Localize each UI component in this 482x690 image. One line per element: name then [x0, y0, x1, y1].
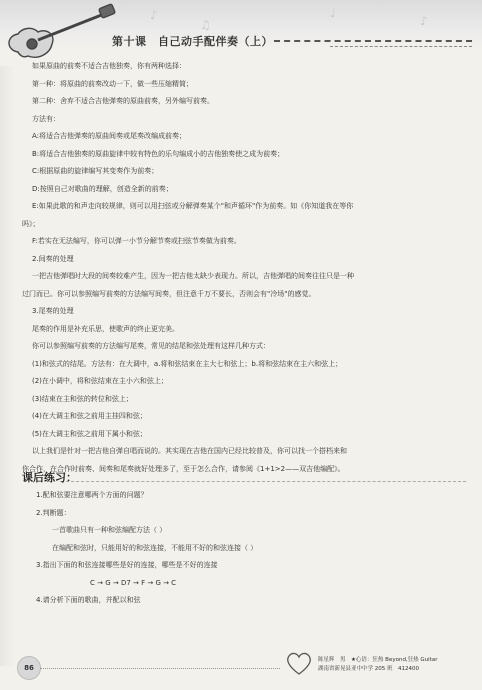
- list-item: D:按照自己对歌曲的理解，创造全新的前奏；: [32, 184, 173, 193]
- chapter-title: 第十课 自己动手配伴奏（上）: [112, 35, 273, 48]
- music-note-icon: ♪: [420, 14, 428, 28]
- section-heading: 2.间奏的处理: [32, 254, 74, 263]
- chord-progression: C → G → D7 → F → G → C: [90, 578, 177, 587]
- exercises-list: [36, 487, 456, 610]
- page-header: [0, 0, 482, 66]
- exercise-subitem: 一首歌曲只有一种和弦编配方法（ ）: [52, 526, 167, 534]
- list-item: A:将适合吉他弹奏的原曲间奏或尾奏改编成前奏；: [32, 132, 187, 140]
- list-item: (1)和弦式的结尾。方法有：在大调中，a.将和弦结束在主大七和弦上；b.将和弦结束在主六和弦上；: [32, 359, 343, 368]
- paragraph: 第一种：将原曲的前奏改动一下，做一些压缩精简；: [32, 79, 193, 88]
- list-item: E:如果此歌的和声走向较规律，则可以用扫弦或分解弹奏某个"和声循环"作为前奏。如《你知道我在等你: [32, 202, 354, 210]
- paragraph: 你合作，在合作时前奏、间奏和尾奏就好处理多了，至于怎么合作，请参阅《1+1>2——双吉他编配》。: [22, 464, 345, 473]
- section-heading: 3.尾奏的处理: [32, 307, 74, 315]
- music-note-icon: ♫: [200, 18, 211, 32]
- paragraph: 尾奏的作用是补充乐思，使歌声的终止更完美。: [32, 324, 179, 333]
- header-divider: [274, 40, 472, 42]
- list-item: 吗》；: [22, 219, 40, 228]
- paragraph: 如果原曲的前奏不适合吉他独奏，你有两种选择：: [32, 62, 186, 70]
- music-note-icon: ♩: [330, 6, 336, 20]
- paragraph: 过门而已。你可以参照编写前奏的方法编写间奏，但注意千万不要长，否则会有"冷场"的感觉。: [22, 289, 316, 298]
- main-text: [22, 58, 462, 478]
- list-item: B:将适合吉他独奏的原曲旋律中较有特色的乐句编成小的吉他独奏使之成为前奏；: [32, 149, 285, 158]
- paragraph: 以上我们是针对一把吉他自弹自唱而说的。其实现在吉他在国内已经比较普及，你可以找一个搭档来和: [32, 447, 347, 455]
- heart-logo-icon: [284, 650, 314, 676]
- list-item: (3)结束在主和弦的转位和弦上；: [32, 394, 133, 403]
- list-item: (4)在大调主和弦之前用主挂四和弦；: [32, 412, 147, 420]
- exercise-item: 3.指出下面的和弦连接哪些是好的连接，哪些是不好的连接: [36, 561, 218, 569]
- exercise-item: 4.请分析下面的歌曲，并配以和弦: [36, 596, 141, 604]
- paragraph: 方法有：: [32, 114, 60, 123]
- exercise-item: 2.判断题：: [36, 508, 71, 517]
- author-info: 陈星辉 男 ★心语：狂热 Beyond,狂热 Guitar 湖南省新晃县亚中中学 205 班 412400: [318, 657, 438, 672]
- list-item: F:若实在无法编写，你可以弹一小节分解节奏或扫弦节奏做为前奏。: [32, 237, 241, 245]
- list-item: (5)在大调主和弦之前用下属小和弦；: [32, 429, 147, 438]
- exercise-subitem: 在编配和弦时，只能用好的和弦连接，不能用不好的和弦连接（ ）: [52, 543, 258, 552]
- guitar-icon: [0, 0, 130, 66]
- paragraph: 第二种：舍弃不适合吉他弹奏的原曲前奏，另外编写前奏。: [32, 97, 214, 105]
- paragraph: 你可以参照编写前奏的方法编写尾奏，常见的结尾和弦处理有这样几种方式：: [32, 342, 270, 350]
- exercise-item: 1.配和弦要注意哪两个方面的问题？: [36, 491, 148, 499]
- list-item: C:根据原曲的旋律编写其变奏作为前奏；: [32, 167, 159, 175]
- music-note-icon: ♪: [150, 8, 158, 22]
- page-number: 86: [17, 656, 41, 680]
- exercises-heading: 课后练习：: [22, 471, 77, 484]
- paragraph: 一把吉他弹唱时大段的间奏较难产生，因为一把吉他太缺少表现力。所以，吉他弹唱的间奏往往只是一种: [32, 272, 354, 280]
- list-item: (2)在小调中，将和弦结束在主小六和弦上；: [32, 377, 168, 385]
